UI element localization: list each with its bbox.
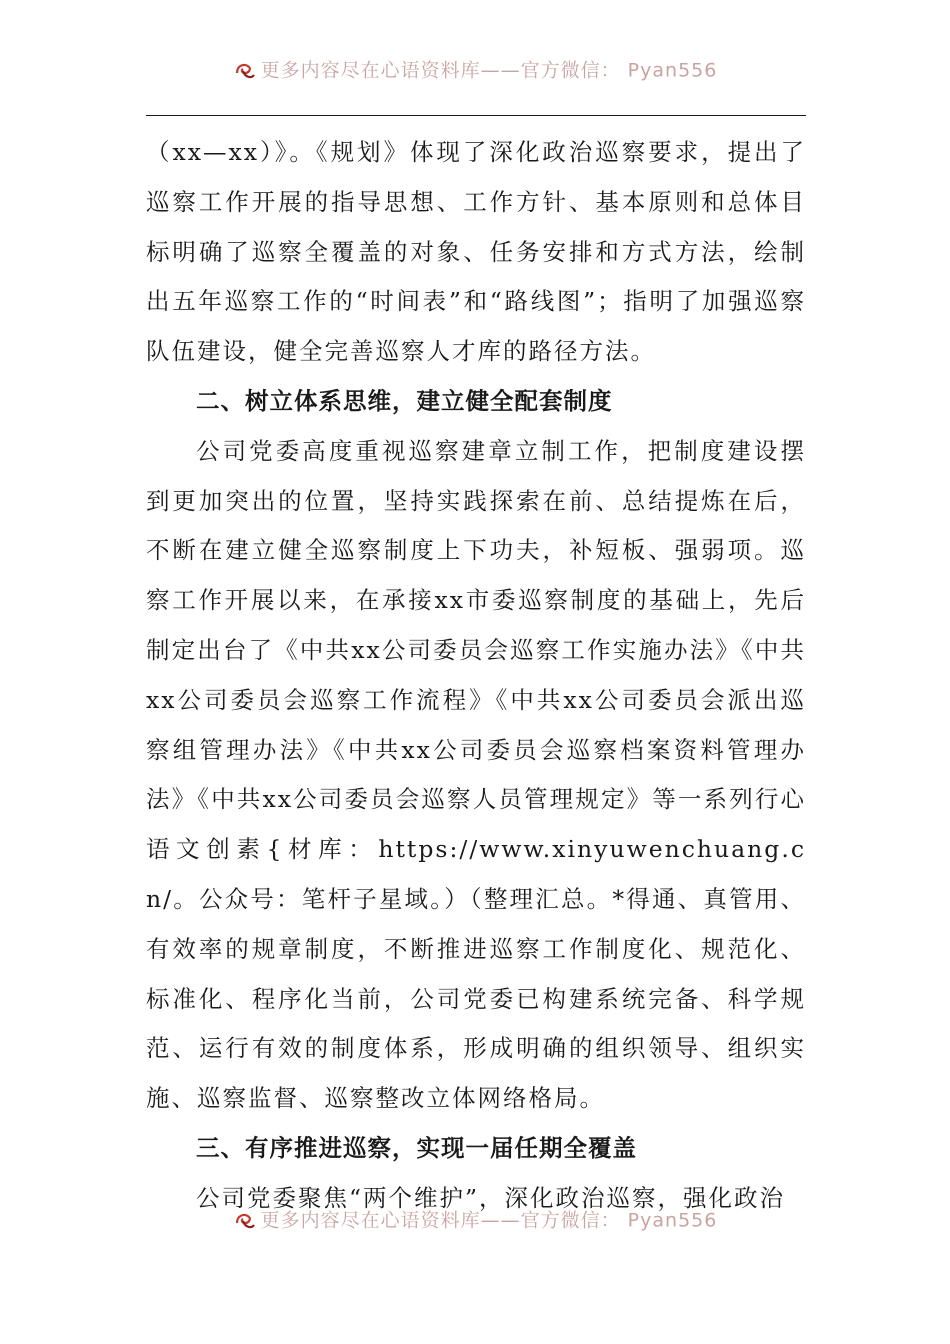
paragraph-plan-summary: （xx—xx）》。《规划》体现了深化政治巡察要求，提出了巡察工作开展的指导思想、工作方针、基本原则和总体目标明确了巡察全覆盖的对象、任务安排和方式方法，绘制出五年巡察工作的“时间表”和“路线图”；指明了加强巡察队伍建设，健全完善巡察人才库的路径方法。 — [146, 138, 806, 366]
watermark-bottom-text: 更多内容尽在心语资料库——官方微信： Pyan556 — [260, 1209, 718, 1232]
watermark-top-text: 更多内容尽在心语资料库——官方微信： Pyan556 — [260, 59, 718, 82]
watermark-bottom — [0, 1206, 950, 1234]
watermark-top — [0, 56, 950, 84]
document-body — [146, 128, 806, 1224]
paragraph-inspection-coverage: 公司党委聚焦“两个维护”，深化政治巡察，强化政治 — [196, 1183, 786, 1212]
paragraph-system-building: 公司党委高度重视巡察建章立制工作，把制度建设摆到更加突出的位置，坚持实践探索在前、总结提炼在后，不断在建立健全巡察制度上下功夫，补短板、强弱项。巡察工作开展以来，在承接xx市委巡察制度的基础上，先后制定出台了《中共xx公司委员会巡察工作实施办法》《中共xx公司委员会巡察工作流程》《中共xx公司委员会派出巡察组管理办法》《中共xx公司委员会巡察档案资料管理办法》《中共xx公司委员会巡察人员管理规定》等一系列行心语文创素{材库：https://www.xinyuwenchuang.cn/。公众号：笔杆子星域。）（整理汇总。*得通、真管用、有效率的规章制度，不断推进巡察工作制度化、规范化、标准化、程序化当前，公司党委已构建系统完备、科学规范、运行有效的制度体系，形成明确的组织领导、组织实施、巡察监督、巡察整改立体网络格局。 — [146, 436, 806, 1113]
section-heading-3: 三、有序推进巡察，实现一届任期全覆盖 — [196, 1133, 637, 1162]
logo-icon — [233, 59, 257, 83]
section-heading-2: 二、树立体系思维，建立健全配套制度 — [196, 386, 613, 415]
logo-icon — [233, 1209, 257, 1233]
header-rule — [146, 115, 806, 116]
